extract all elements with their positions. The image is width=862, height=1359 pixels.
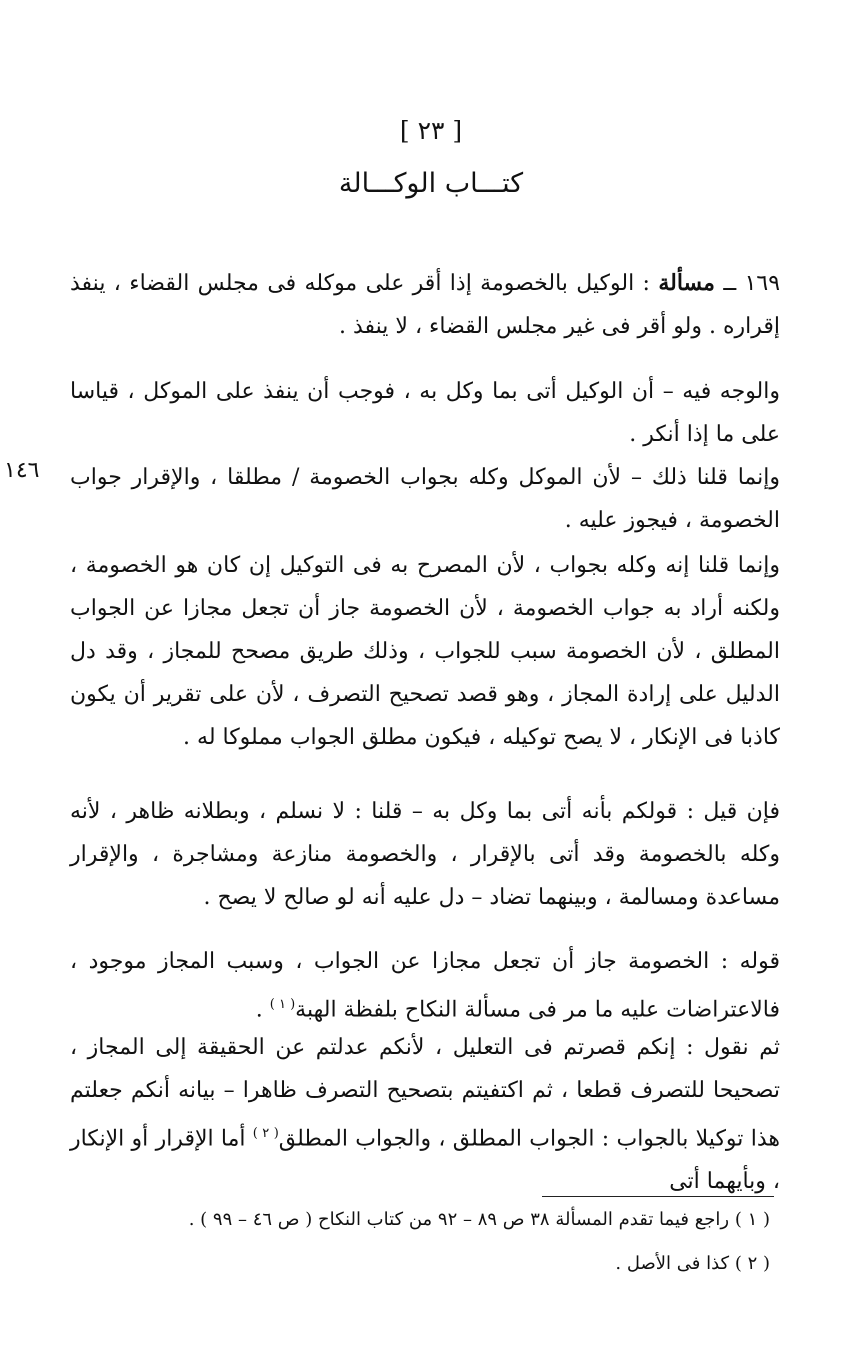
issue-number: ١٦٩ ــ [723, 271, 781, 296]
paragraph-6 [70, 1026, 780, 1203]
footnote-ref-1: ( ١ ) [269, 997, 296, 1012]
paragraph-2: وإنما قلنا ذلك – لأن الموكل وكله بجواب الخصومة / مطلقا ، والإقرار جواب الخصومة ، فيجوز عليه . [70, 465, 780, 533]
page-number: [ ٢٣ ] [399, 116, 463, 145]
paragraph-3: وإنما قلنا إنه وكله بجواب ، لأن المصرح به فى التوكيل إن كان هو الخصومة ، ولكنه أراد به جواب الخصومة ، لأن الخصومة جاز أن تجعل مجازا عن الجواب المطلق ، لأن الخصومة سبب للجواب ، وذلك طريق مصحح للمجاز ، وقد دل الدليل على إرادة المجاز ، وهو قصد تصحيح التصرف ، لأن على تقرير أن يكون كاذبا فى الإنكار ، لا يصح توكيله ، فيكون مطلق الجواب مملوكا له . [70, 553, 780, 750]
margin-page-note: ١٤٦ [4, 458, 40, 483]
paragraph-6-text-a: ثم نقول : إنكم قصرتم فى التعليل ، لأنكم عدلتم عن الحقيقة إلى المجاز ، تصحيحا للتصرف قطعا ، ثم اكتفيتم بتصحيح التصرف ظاهرا – بيانه أنكم جعلتم هذا توكيلا بالجواب : الجواب المطلق ، والجواب المطلق [70, 1035, 780, 1152]
paragraph-5-text: قوله : الخصومة جاز أن تجعل مجازا عن الجواب ، وسبب المجاز موجود ، فالاعتراضات عليه ما مر فى مسألة النكاح بلفظة الهبة [70, 949, 780, 1023]
issue-paragraph [70, 262, 780, 348]
paragraph-6-text-b: أما الإقرار أو الإنكار ، وبأيهما أتى [70, 1126, 780, 1195]
footnote-1: ( ١ ) راجع فيما تقدم المسألة ٣٨ ص ٨٩ – ٩٢ من كتاب النكاح ( ص ٤٦ – ٩٩ ) . [188, 1209, 770, 1230]
paragraph-5 [70, 940, 780, 1031]
chapter-title: كتـــاب الوكـــالة [338, 168, 524, 199]
footnote-2: ( ٢ ) كذا فى الأصل . [615, 1253, 770, 1274]
paragraph-1: والوجه فيه – أن الوكيل أتى بما وكل به ، فوجب أن ينفذ على الموكل ، قياسا على ما إذا أنكر . [70, 379, 780, 447]
paragraph-5-end: . [255, 997, 270, 1023]
footnote-ref-2: ( ٢ ) [252, 1126, 279, 1141]
paragraph-4: فإن قيل : قولكم بأنه أتى بما وكل به – قلنا : لا نسلم ، وبطلانه ظاهر ، لأنه وكله بالخصومة وقد أتى بالإقرار ، والخصومة منازعة ومشاجرة ، والإقرار مساعدة ومسالمة ، وبينهما تضاد – دل عليه أنه لو صالح لا يصح . [70, 799, 780, 910]
issue-label: مسألة [658, 270, 715, 296]
issue-text: : الوكيل بالخصومة إذا أقر على موكله فى مجلس القضاء ، ينفذ إقراره . ولو أقر فى غير مجلس القضاء ، لا ينفذ . [70, 271, 780, 339]
footnote-divider [542, 1196, 774, 1197]
